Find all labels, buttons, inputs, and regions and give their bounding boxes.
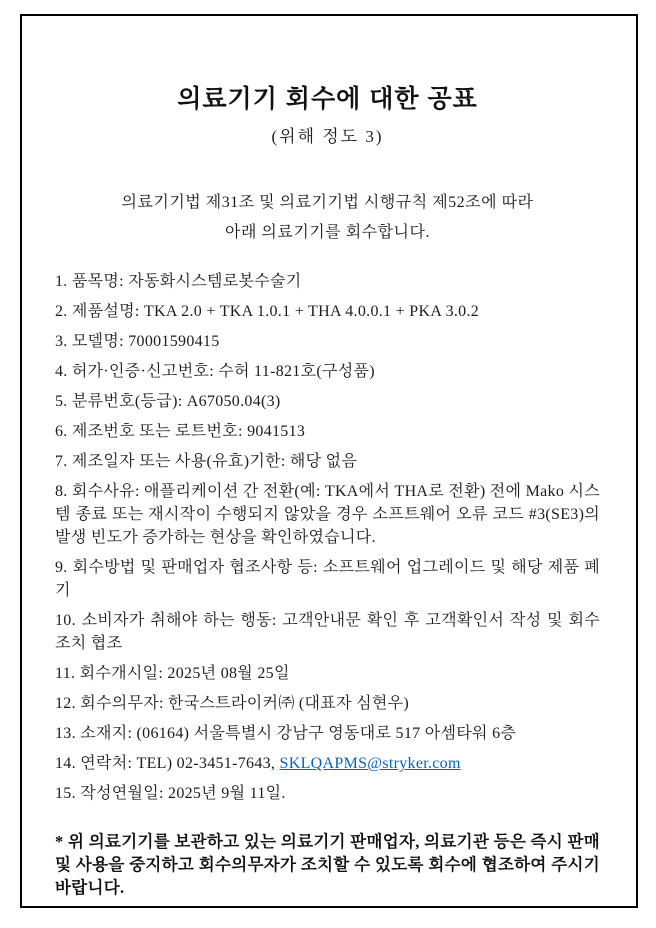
item-written-date: 15. 작성연월일: 2025년 9월 11일. [55, 785, 286, 802]
item-responsible-party: 12. 회수의무자: 한국스트라이커㈜ (대표자 심현우) [55, 695, 410, 712]
item-recall-reason: 8. 회수사유: 애플리케이션 간 전환(예: TKA에서 THA로 전환) 전에 Mako 시스템 종료 또는 재시작이 수행되지 않았을 경우 소프트웨어 오류 코드 #3(SE3)의 발생 빈도가 증가하는 현상을 확인하였습니다. [55, 483, 600, 546]
item-product-description: 2. 제품설명: TKA 2.0 + TKA 1.0.1 + THA 4.0.0.1 + PKA 3.0.2 [55, 303, 480, 320]
document-content [22, 16, 636, 906]
recall-item-list [55, 270, 600, 805]
page-border [20, 14, 638, 908]
risk-level-subtitle: (위해 정도 3) [271, 127, 384, 146]
contact-prefix: 14. 연락처: TEL) 02-3451-7643, [55, 755, 280, 772]
intro-line: 아래 의료기기를 회수합니다. [225, 224, 430, 241]
item-contact [55, 752, 600, 775]
item-address: 13. 소재지: (06164) 서울특별시 강남구 영동대로 517 아셈타워 6층 [55, 725, 517, 742]
item-expiry: 7. 제조일자 또는 사용(유효)기한: 해당 없음 [55, 453, 358, 470]
item-product-name: 1. 품목명: 자동화시스템로봇수술기 [55, 273, 302, 290]
footer-note: * 위 의료기기를 보관하고 있는 의료기기 판매업자, 의료기관 등은 즉시 판매 및 사용을 중지하고 회수의무자가 조치할 수 있도록 회수에 협조하여 주시기 바랍니다. [55, 832, 600, 897]
email-link[interactable]: SKLQAPMS@stryker.com [279, 755, 461, 772]
item-model-name: 3. 모델명: 70001590415 [55, 333, 220, 350]
intro-line: 의료기기법 제31조 및 의료기기법 시행규칙 제52조에 따라 [121, 194, 534, 211]
legal-basis-intro [55, 188, 600, 248]
item-approval-number: 4. 허가·인증·신고번호: 수허 11-821호(구성품) [55, 363, 375, 380]
page-title: 의료기기 회수에 대한 공표 [177, 85, 478, 113]
item-recall-start-date: 11. 회수개시일: 2025년 08월 25일 [55, 665, 290, 682]
item-recall-method: 9. 회수방법 및 판매업자 협조사항 등: 소프트웨어 업그레이드 및 해당 제품 폐기 [55, 559, 600, 599]
item-consumer-action: 10. 소비자가 취해야 하는 행동: 고객안내문 확인 후 고객확인서 작성 및 회수조치 협조 [55, 612, 600, 652]
item-lot-number: 6. 제조번호 또는 로트번호: 9041513 [55, 423, 306, 440]
item-classification-number: 5. 분류번호(등급): A67050.04(3) [55, 393, 281, 410]
